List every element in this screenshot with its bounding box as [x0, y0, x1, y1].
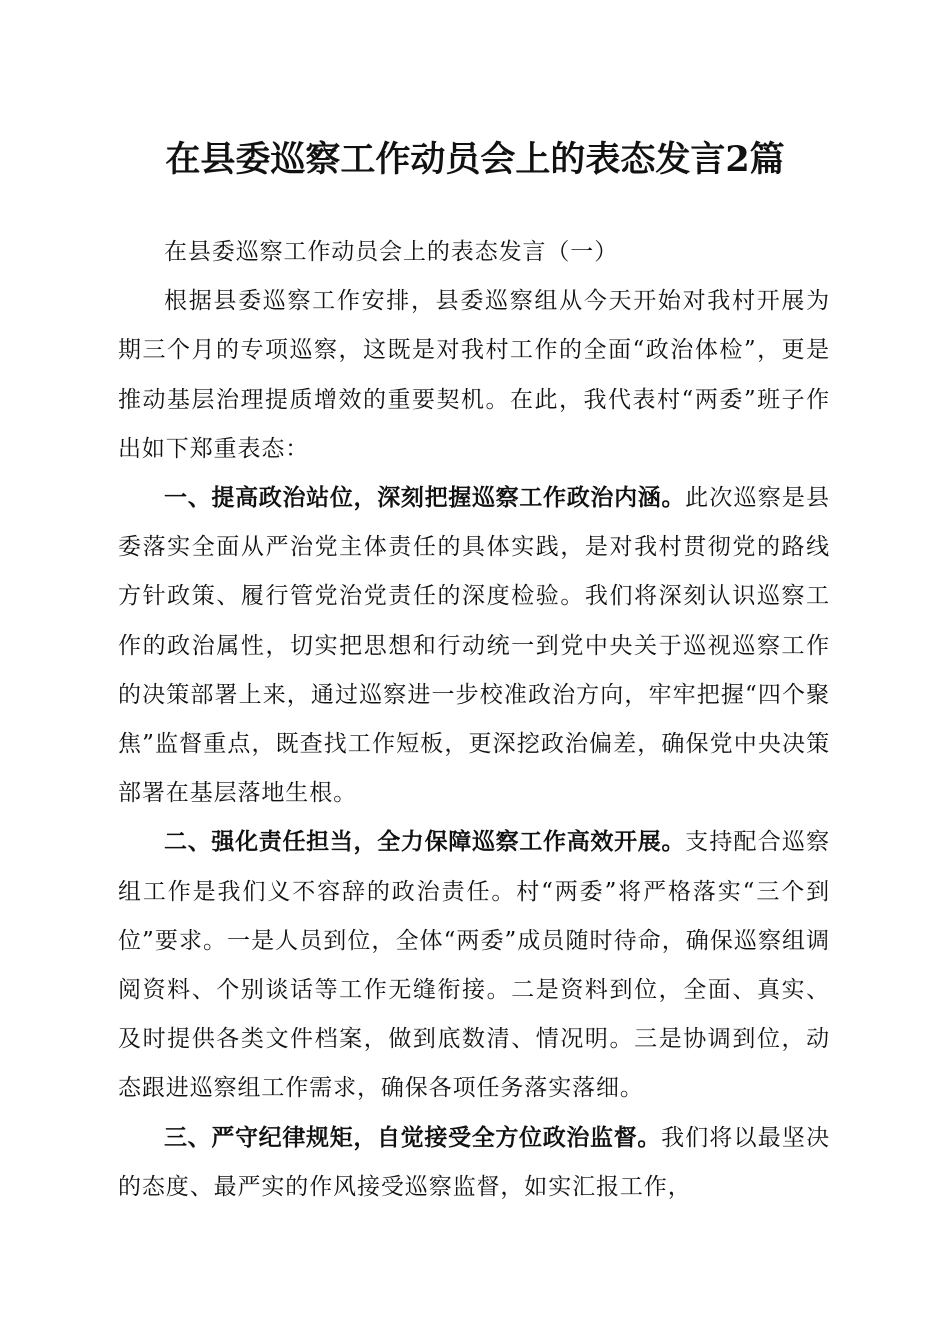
- section-text-2: 支持配合巡察组工作是我们义不容辞的政治责任。村“两委”将严格落实“三个到位”要求。一是人员到位，全体“两委”成员随时待命，确保巡察组调阅资料、个别谈话等工作无缝衔接。二是资料到位，全面、真实、及时提供各类文件档案，做到底数清、情况明。三是协调到位，动态跟进巡察组工作需求，确保各项任务落实落细。: [118, 829, 830, 1102]
- document-title: 在县委巡察工作动员会上的表态发言2篇: [165, 139, 785, 180]
- section-paragraph-1: [118, 474, 830, 818]
- section-text-1: 此次巡察是县委落实全面从严治党主体责任的具体实践，是对我村贯彻党的路线方针政策、履行管党治党责任的深度检验。我们将深刻认识巡察工作的政治属性，切实把思想和行动统一到党中央关于巡视巡察工作的决策部署上来，通过巡察进一步校准政治方向，牢牢把握“四个聚焦”监督重点，既查找工作短板，更深挖政治偏差，确保党中央决策部署在基层落地生根。: [118, 485, 830, 807]
- section-heading-1: 一、提高政治站位，深刻把握巡察工作政治内涵。: [164, 485, 686, 512]
- section-text-3: 我们将以最坚决的态度、最严实的作风接受巡察监督，如实汇报工作，: [118, 1124, 830, 1200]
- section-paragraph-2: [118, 818, 830, 1113]
- section-heading-3: 三、严守纪律规矩，自觉接受全方位政治监督。: [164, 1124, 662, 1151]
- section-paragraph-3: [118, 1114, 830, 1212]
- section-heading-2: 二、强化责任担当，全力保障巡察工作高效开展。: [164, 829, 686, 856]
- intro-paragraph: 根据县委巡察工作安排，县委巡察组从今天开始对我村开展为期三个月的专项巡察，这既是对我村工作的全面“政治体检”，更是推动基层治理提质增效的重要契机。在此，我代表村“两委”班子作出如下郑重表态：: [118, 288, 830, 462]
- document-body: [118, 228, 830, 1212]
- speech-subtitle: 在县委巡察工作动员会上的表态发言（一）: [164, 239, 619, 265]
